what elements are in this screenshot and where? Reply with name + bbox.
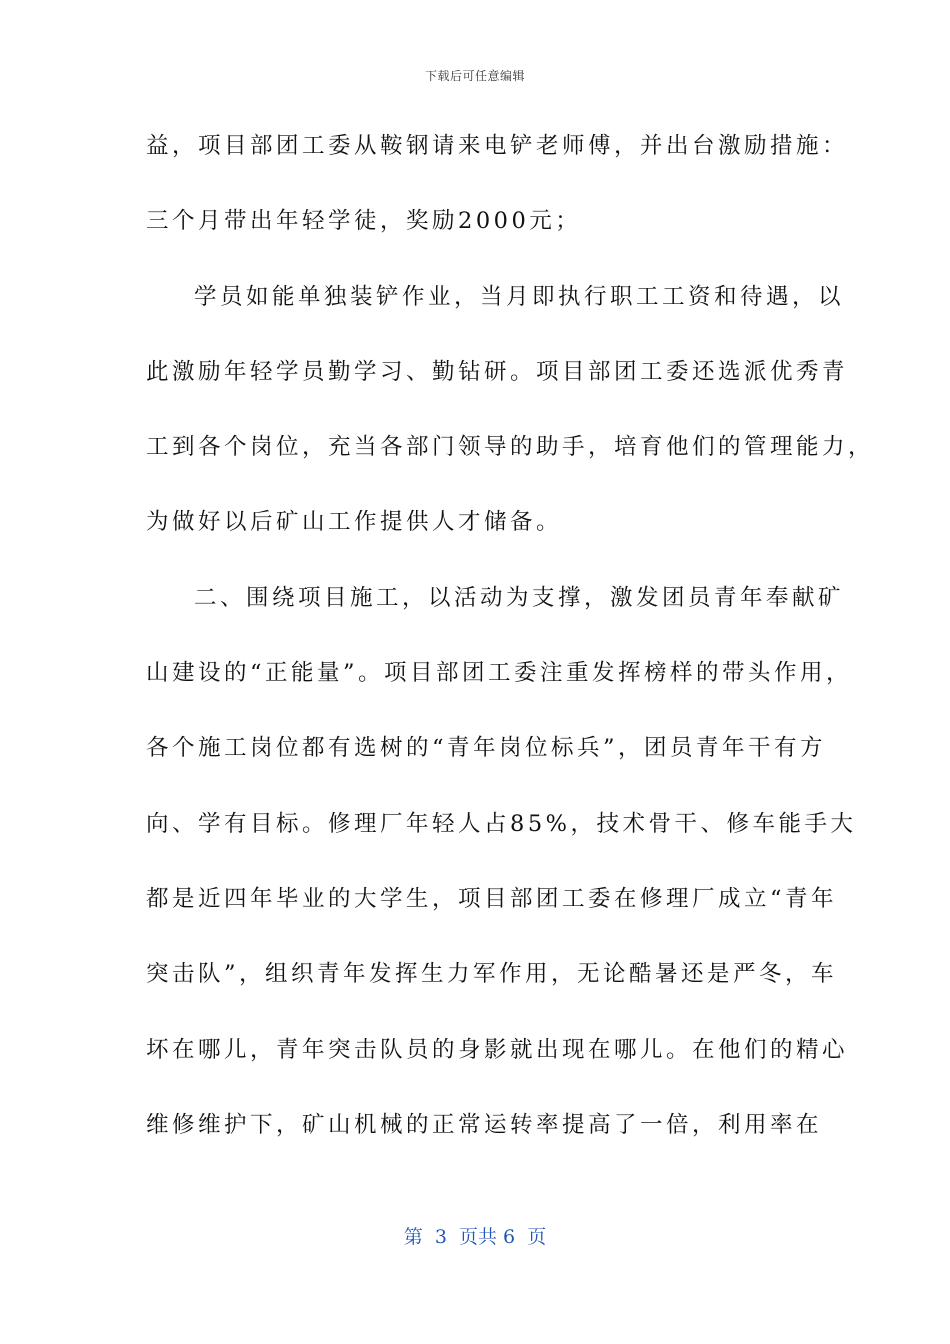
text-line: 山建设的“正能量”。项目部团工委注重发挥榜样的带头作用， — [146, 660, 853, 687]
text-line: 各个施工岗位都有选树的“青年岗位标兵”，团员青年干有方 — [146, 735, 827, 762]
text-line: 二、围绕项目施工，以活动为支撑，激发团员青年奉献矿 — [194, 584, 845, 611]
text-line: 突击队”，组织青年发挥生力军作用，无论酷暑还是严冬，车 — [146, 961, 838, 988]
header-note: 下载后可任意编辑 — [424, 69, 525, 83]
document-body — [146, 127, 875, 1181]
text-line: 都是近四年毕业的大学生，项目部团工委在修理厂成立“青年 — [146, 885, 838, 912]
text-line: 坏在哪儿，青年突击队员的身影就出现在哪儿。在他们的精心 — [146, 1036, 849, 1063]
text-line: 学员如能单独装铲作业，当月即执行职工工资和待遇，以 — [194, 283, 845, 310]
text-line: 维修维护下，矿山机械的正常运转率提高了一倍，利用率在 — [146, 1111, 823, 1138]
text-line: 向、学有目标。修理厂年轻人占85%，技术骨干、修车能手大 — [146, 810, 857, 837]
text-line: 为做好以后矿山工作提供人才储备。 — [146, 509, 563, 536]
text-line: 工到各个岗位，充当各部门领导的助手，培育他们的管理能力， — [146, 434, 875, 461]
text-line: 此激励年轻学员勤学习、勤钻研。项目部团工委还选派优秀青 — [146, 358, 849, 385]
text-line: 益，项目部团工委从鞍钢请来电铲老师傅，并出台激励措施： — [146, 133, 849, 159]
page-number: 第 3 页共 6 页 — [403, 1226, 547, 1248]
text-line: 三个月带出年轻学徒，奖励2000元； — [146, 208, 582, 235]
